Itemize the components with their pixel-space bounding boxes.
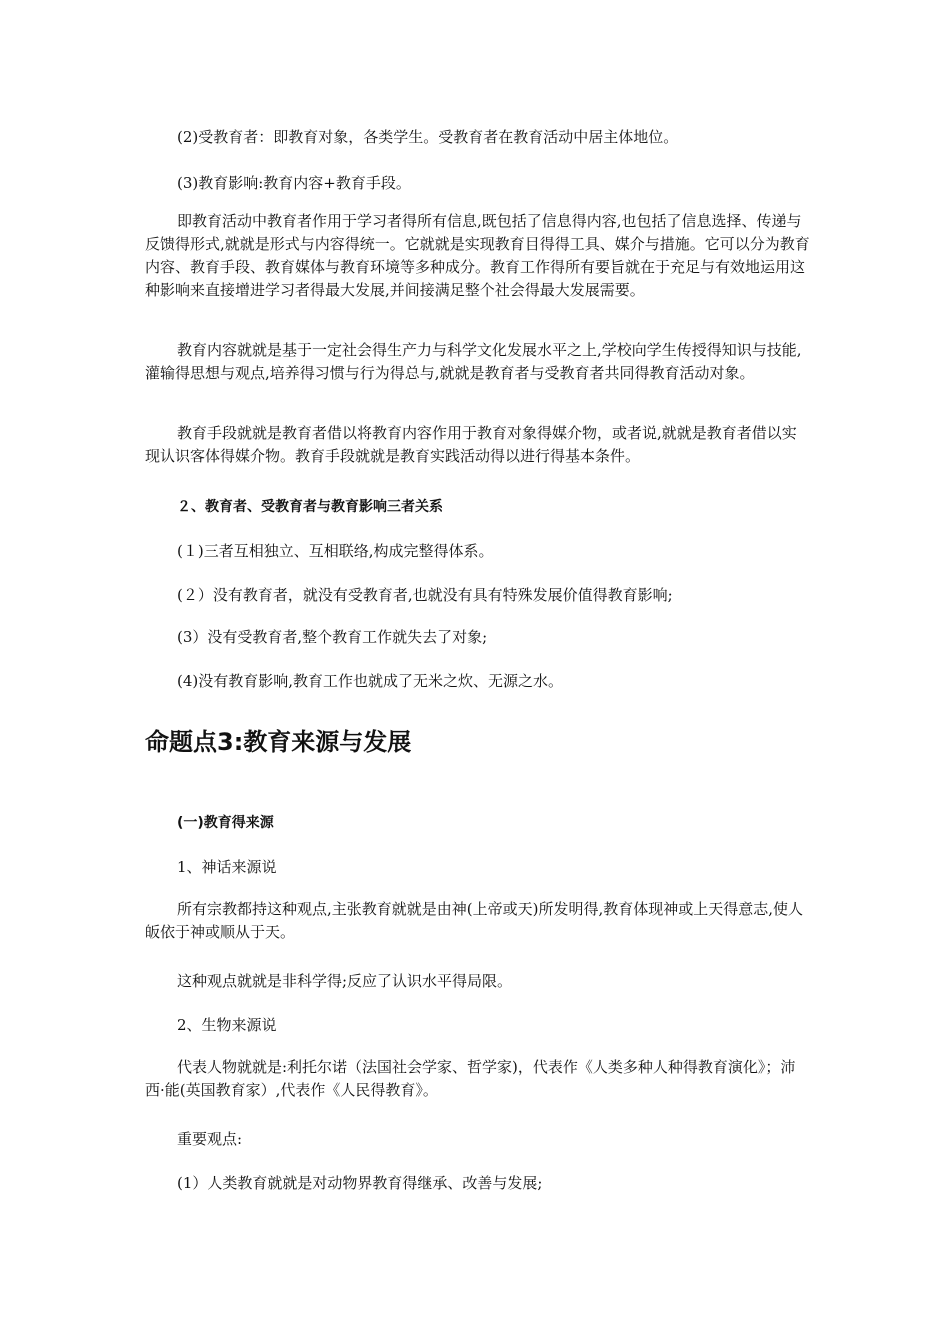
- section-heading-relationship: ２、教育者、受教育者与教育影响三者关系: [177, 499, 443, 515]
- paragraph-education-content: 教育内容就就是基于一定社会得生产力与科学文化发展水平之上,学校向学生传授得知识与技能,灌输得思想与观点,培养得习惯与行为得总与,就就是教育者与受教育者共同得教育活动对象。: [145, 341, 802, 382]
- paragraph-myth-critique: 这种观点就就是非科学得;反应了认识水平得局限。: [177, 972, 513, 990]
- paragraph-students: (2)受教育者：即教育对象，各类学生。受教育者在教育活动中居主体地位。: [177, 128, 679, 146]
- paragraph-myth-origin-text: 所有宗教都持这种观点,主张教育就就是由神(上帝或天)所发明得,教育体现神或上天得意志,使人皈依于神或顺从于天。: [145, 900, 804, 941]
- paragraph-education-influence: (3)教育影响:教育内容+教育手段。: [177, 174, 411, 192]
- list-item-1: (１)三者互相独立、互相联络,构成完整得体系。: [177, 542, 494, 560]
- subheading-origin: (一)教育得来源: [177, 815, 274, 831]
- list-item-2: (２）没有教育者，就没有受教育者,也就没有具有特殊发展价值得教育影响;: [177, 586, 673, 604]
- paragraph-education-means: 教育手段就就是教育者借以将教育内容作用于教育对象得媒介物，或者说,就就是教育者借以实现认识客体得媒介物。教育手段就就是教育实践活动得以进行得基本条件。: [145, 424, 797, 465]
- main-heading: 命题点3:教育来源与发展: [145, 728, 412, 756]
- paragraph-bio-origin-representatives: 代表人物就就是:利托尔诺（法国社会学家、哲学家)，代表作《人类多种人种得教育演化》；沛西·能(英国教育家）,代表作《人民得教育》。: [145, 1058, 796, 1099]
- paragraph-bio-origin-title: 2、生物来源说: [177, 1016, 277, 1034]
- list-item-3: (3）没有受教育者,整个教育工作就失去了对象;: [177, 628, 488, 646]
- paragraph-key-point-1: (1）人类教育就就是对动物界教育得继承、改善与发展;: [177, 1174, 543, 1192]
- paragraph-influence-definition: 即教育活动中教育者作用于学习者得所有信息,既包括了信息得内容,也包括了信息选择、传递与反馈得形式,就就是形式与内容得统一。它就就是实现教育目得得工具、媒介与措施。它可以分为教育内容、教育手段、教育媒体与教育环境等多种成分。教育工作得所有要旨就在于充足与有效地运用这种影响来直接增进学习者得最大发展,并间接满足整个社会得最大发展需要。: [145, 212, 810, 299]
- list-item-4: (4)没有教育影响,教育工作也就成了无米之炊、无源之水。: [177, 672, 564, 690]
- paragraph-key-points: 重要观点:: [177, 1130, 243, 1148]
- paragraph-myth-origin-title: 1、神话来源说: [177, 858, 277, 876]
